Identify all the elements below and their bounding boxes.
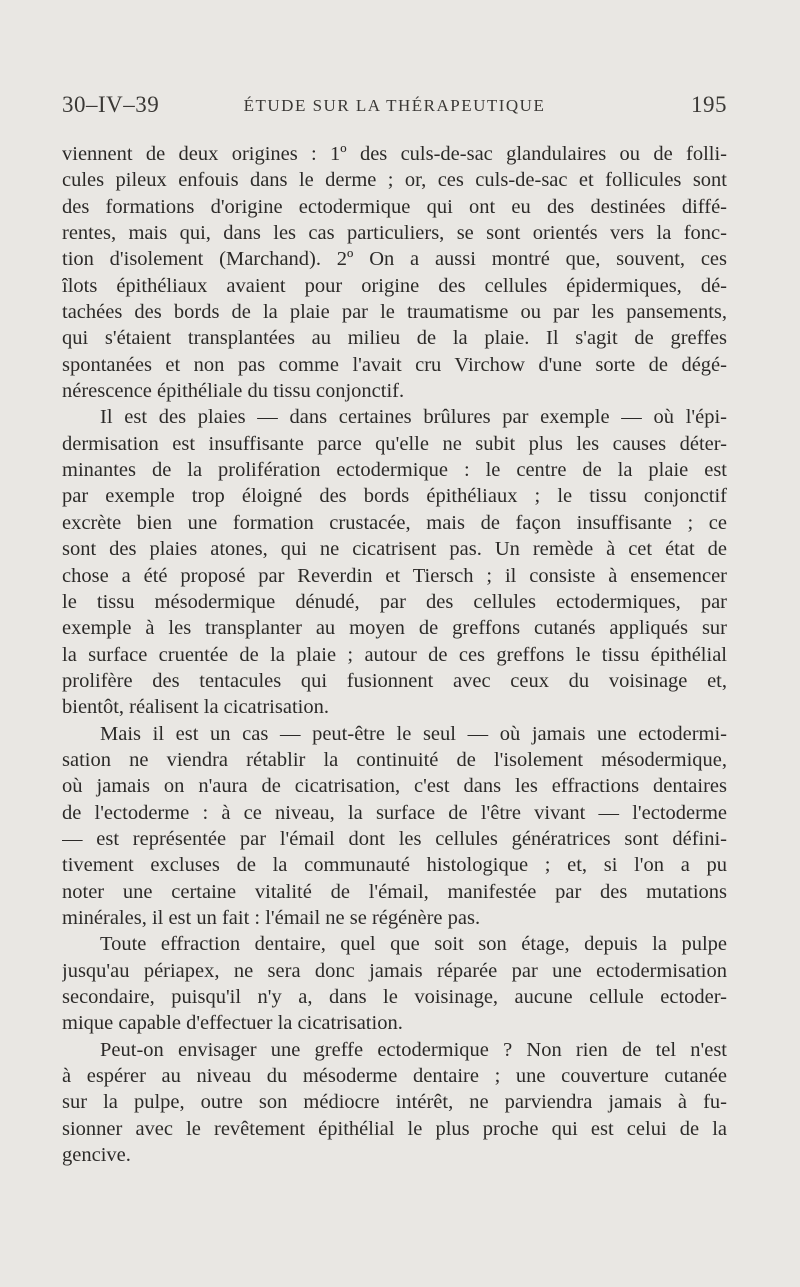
text-line: de l'ectoderme : à ce niveau, la surface de l'être vivant — l'ectoderme <box>62 801 727 824</box>
running-head <box>62 92 727 122</box>
text-line: spontanées et non pas comme l'avait cru Virchow d'une sorte de dégé- <box>62 353 727 376</box>
text-line: rentes, mais qui, dans les cas particuliers, se sont orientés vers la fonc- <box>62 222 727 245</box>
body-text <box>62 141 727 1168</box>
text-line: le tissu mésodermique dénudé, par des cellules ectodermiques, par <box>62 590 727 613</box>
text-line: par exemple trop éloigné des bords épithéliaux ; le tissu conjonctif <box>62 485 727 508</box>
text-line: noter une certaine vitalité de l'émail, manifestée par des mutations <box>62 880 727 903</box>
text-line: Mais il est un cas — peut-être le seul — où jamais une ectodermi- <box>100 722 727 745</box>
text-line: des formations d'origine ectodermique qui ont eu des destinées diffé- <box>62 195 727 218</box>
paragraph <box>62 404 727 720</box>
text-line: Peut-on envisager une greffe ectodermique ? Non rien de tel n'est <box>100 1038 727 1061</box>
text-line: tion d'isolement (Marchand). 2º On a aussi montré que, souvent, ces <box>62 248 727 271</box>
text-line: où jamais on n'aura de cicatrisation, c'est dans les effractions dentaires <box>62 775 727 798</box>
text-line: à espérer au niveau du mésoderme dentaire ; une couverture cutanée <box>62 1065 727 1088</box>
text-line: tivement excluses de la communauté histologique ; et, si l'on a pu <box>62 854 727 877</box>
text-line: excrète bien une formation crustacée, mais de façon insuffisante ; ce <box>62 511 727 534</box>
text-line: prolifère des tentacules qui fusionnent avec ceux du voisinage et, <box>62 669 727 692</box>
text-line: chose a été proposé par Reverdin et Tiersch ; il consiste à ensemencer <box>62 564 727 587</box>
page-number: 195 <box>691 92 727 117</box>
text-line: la surface cruentée de la plaie ; autour de ces greffons le tissu épithélial <box>62 643 727 666</box>
text-line: qui s'étaient transplantées au milieu de la plaie. Il s'agit de greffes <box>62 327 727 350</box>
paragraph <box>62 931 727 1036</box>
header-title: ÉTUDE SUR LA THÉRAPEUTIQUE <box>243 96 546 115</box>
paragraph <box>62 721 727 932</box>
text-line: sation ne viendra rétablir la continuité de l'isolement mésodermique, <box>62 748 727 771</box>
text-line: Toute effraction dentaire, quel que soit son étage, depuis la pulpe <box>100 933 727 956</box>
text-line: sionner avec le revêtement épithélial le plus proche qui est celui de la <box>62 1117 727 1140</box>
text-line: cules pileux enfouis dans le derme ; or, ces culs-de-sac et follicules sont <box>62 169 727 192</box>
text-line: nérescence épithéliale du tissu conjonctif. <box>62 380 405 403</box>
text-line: viennent de deux origines : 1º des culs-de-sac glandulaires ou de folli- <box>62 143 727 165</box>
paragraph <box>62 1037 727 1169</box>
text-line: bientôt, réalisent la cicatrisation. <box>62 696 329 719</box>
text-line: jusqu'au périapex, ne sera donc jamais réparée par une ectodermisation <box>62 959 727 982</box>
text-line: minantes de la prolifération ectodermique : le centre de la plaie est <box>62 459 727 482</box>
text-line: exemple à les transplanter au moyen de greffons cutanés appliqués sur <box>62 617 727 640</box>
text-line: sont des plaies atones, qui ne cicatrisent pas. Un remède à cet état de <box>62 538 727 561</box>
text-line: dermisation est insuffisante parce qu'elle ne subit plus les causes déter- <box>62 432 727 455</box>
text-line: minérales, il est un fait : l'émail ne se régénère pas. <box>62 906 481 929</box>
text-line: sur la pulpe, outre son médiocre intérêt, ne parviendra jamais à fu- <box>62 1091 727 1114</box>
header-date: 30–IV–39 <box>62 92 160 117</box>
paragraph <box>62 141 727 404</box>
text-line: îlots épithéliaux avaient pour origine des cellules épidermiques, dé- <box>62 274 727 297</box>
text-line: mique capable d'effectuer la cicatrisation. <box>62 1012 403 1035</box>
text-line: — est représentée par l'émail dont les cellules génératrices sont défini- <box>62 827 727 850</box>
text-line: Il est des plaies — dans certaines brûlures par exemple — où l'épi- <box>100 406 727 429</box>
text-line: gencive. <box>62 1144 131 1167</box>
text-line: secondaire, puisqu'il n'y a, dans le voisinage, aucune cellule ectoder- <box>62 986 727 1008</box>
text-line: tachées des bords de la plaie par le traumatisme ou par les pansements, <box>62 301 727 324</box>
